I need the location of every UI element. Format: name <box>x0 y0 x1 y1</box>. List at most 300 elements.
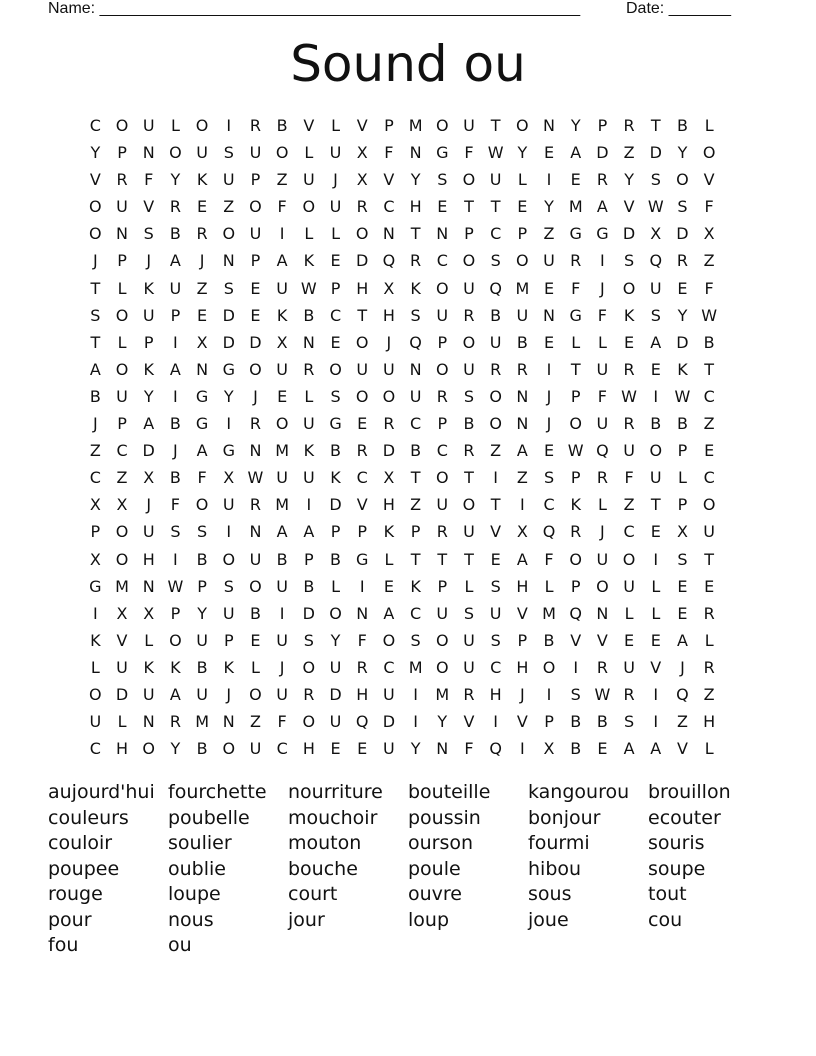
grid-letter: Z <box>410 495 422 515</box>
grid-letter: S <box>410 630 421 650</box>
grid-letter: O <box>435 657 449 677</box>
grid-letter: S <box>330 386 341 406</box>
grid-letter: U <box>196 143 208 163</box>
grid-letter: O <box>355 224 369 244</box>
grid-letter: C <box>329 305 342 325</box>
grid-letter: U <box>649 468 662 488</box>
grid-letter: U <box>436 495 449 515</box>
grid-letter: U <box>623 441 635 461</box>
grid-letter: O <box>275 414 289 434</box>
grid-letter: O <box>435 278 449 298</box>
grid-letter: E <box>490 549 501 569</box>
grid-letter: N <box>436 224 449 244</box>
grid-letter: M <box>195 712 209 732</box>
grid-letter: U <box>249 549 262 569</box>
grid-letter: U <box>116 197 128 217</box>
grid-letter: U <box>489 603 502 623</box>
grid-letter: E <box>250 278 261 298</box>
grid-letter: S <box>197 522 208 542</box>
grid-letter: H <box>516 657 529 677</box>
grid-letter: O <box>355 332 369 352</box>
grid-letter: J <box>519 684 525 704</box>
grid-letter: G <box>436 143 449 163</box>
grid-letter: O <box>222 739 236 759</box>
grid-letter: L <box>331 576 340 596</box>
grid-letter: O <box>462 251 476 271</box>
word-list-item: mouton <box>288 832 362 854</box>
grid-letter: D <box>142 441 155 461</box>
grid-letter: U <box>116 386 128 406</box>
grid-letter: X <box>276 332 288 352</box>
grid-letter: I <box>279 224 285 244</box>
grid-letter: Z <box>223 197 235 217</box>
grid-letter: E <box>677 576 688 596</box>
grid-letter: C <box>356 468 368 488</box>
word-list-item: ourson <box>408 832 474 854</box>
grid-letter: F <box>704 278 714 298</box>
grid-letter: G <box>222 441 235 461</box>
grid-letter: S <box>677 197 688 217</box>
grid-letter: L <box>678 468 687 488</box>
grid-letter: E <box>624 630 635 650</box>
grid-letter: E <box>197 305 208 325</box>
grid-letter: D <box>115 684 129 704</box>
grid-letter: I <box>493 468 499 488</box>
grid-letter: I <box>413 712 418 732</box>
grid-letter: U <box>249 143 262 163</box>
grid-letter: P <box>117 414 127 434</box>
grid-letter: P <box>570 576 581 596</box>
grid-letter: U <box>703 522 716 542</box>
grid-letter: U <box>489 170 502 190</box>
grid-letter: O <box>249 359 262 379</box>
grid-letter: U <box>276 359 289 379</box>
grid-letter: R <box>596 170 608 190</box>
grid-letter: X <box>703 224 715 244</box>
grid-letter: L <box>704 116 714 135</box>
grid-letter: W <box>487 143 504 163</box>
grid-letter: E <box>543 278 555 298</box>
grid-letter: S <box>437 170 448 190</box>
grid-letter: L <box>704 630 714 650</box>
grid-letter: G <box>222 359 235 379</box>
grid-letter: D <box>249 332 262 352</box>
grid-letter: A <box>383 603 395 623</box>
grid-letter: P <box>170 603 181 623</box>
grid-letter: O <box>489 414 502 434</box>
grid-letter: W <box>167 576 184 596</box>
grid-letter: H <box>516 576 529 596</box>
grid-letter: L <box>384 549 394 569</box>
grid-letter: I <box>546 684 552 704</box>
grid-letter: E <box>277 386 288 406</box>
grid-letter: Z <box>516 468 528 488</box>
grid-letter: U <box>249 739 262 759</box>
grid-letter: L <box>117 278 127 298</box>
grid-letter: T <box>464 197 474 217</box>
grid-letter: N <box>409 359 422 379</box>
grid-letter: I <box>519 739 525 759</box>
grid-letter: R <box>570 522 582 542</box>
grid-letter: B <box>303 576 315 596</box>
grid-letter: K <box>143 657 154 677</box>
grid-letter: R <box>463 305 475 325</box>
grid-letter: H <box>703 712 716 732</box>
grid-letter: B <box>169 468 181 488</box>
grid-letter: B <box>196 739 208 759</box>
grid-letter: E <box>704 576 715 596</box>
grid-letter: N <box>409 143 422 163</box>
grid-letter: R <box>249 116 262 135</box>
grid-letter: K <box>383 522 395 542</box>
grid-letter: B <box>570 739 582 759</box>
grid-letter: A <box>276 522 288 542</box>
grid-letter: S <box>223 576 234 596</box>
grid-letter: O <box>222 224 236 244</box>
grid-letter: V <box>516 603 528 623</box>
grid-letter: E <box>330 739 341 759</box>
grid-letter: B <box>703 332 715 352</box>
grid-letter: I <box>546 359 552 379</box>
word-list-item: ecouter <box>648 806 721 829</box>
grid-letter: A <box>650 332 662 352</box>
grid-letter: I <box>519 495 525 515</box>
grid-letter: J <box>600 278 605 298</box>
grid-letter: T <box>704 549 715 569</box>
word-list-item: poubelle <box>168 806 250 829</box>
puzzle-title: Sound ou <box>290 35 526 93</box>
grid-letter: O <box>329 603 342 623</box>
grid-letter: Z <box>703 684 715 704</box>
grid-letter: R <box>196 224 208 244</box>
grid-letter: A <box>276 251 288 271</box>
grid-letter: C <box>89 468 101 488</box>
grid-letter: J <box>279 657 285 677</box>
word-list-item: soupe <box>648 857 706 880</box>
grid-letter: T <box>410 468 421 488</box>
grid-letter: O <box>302 657 316 677</box>
grid-letter: M <box>275 495 290 515</box>
grid-letter: J <box>92 251 98 271</box>
grid-letter: C <box>383 197 395 217</box>
grid-letter: S <box>650 305 661 325</box>
grid-letter: I <box>173 332 178 352</box>
grid-letter: L <box>517 170 527 190</box>
grid-letter: V <box>490 522 502 542</box>
grid-letter: O <box>169 630 182 650</box>
grid-letter: N <box>222 251 235 271</box>
grid-letter: N <box>382 224 395 244</box>
grid-letter: M <box>408 116 423 135</box>
grid-letter: I <box>653 549 659 569</box>
grid-letter: U <box>596 414 609 434</box>
grid-letter: I <box>279 603 285 623</box>
grid-letter: Z <box>703 251 715 271</box>
grid-letter: U <box>116 657 128 677</box>
grid-letter: F <box>170 495 180 515</box>
grid-letter: B <box>676 116 688 135</box>
grid-letter: T <box>490 197 501 217</box>
grid-letter: D <box>329 684 342 704</box>
grid-letter: P <box>570 386 581 406</box>
word-list-item: sous <box>528 883 572 905</box>
grid-letter: R <box>410 251 422 271</box>
grid-letter: Z <box>490 441 502 461</box>
grid-letter: W <box>701 305 718 325</box>
grid-letter: V <box>570 630 582 650</box>
grid-letter: A <box>676 630 688 650</box>
grid-letter: B <box>303 305 315 325</box>
grid-letter: X <box>143 603 155 623</box>
grid-letter: J <box>386 332 392 352</box>
grid-letter: R <box>570 251 582 271</box>
grid-letter: R <box>596 468 608 488</box>
grid-letter: K <box>143 278 154 298</box>
grid-letter: O <box>462 170 476 190</box>
grid-letter: U <box>463 657 475 677</box>
grid-letter: L <box>597 332 607 352</box>
grid-letter: U <box>329 143 342 163</box>
grid-letter: U <box>543 251 555 271</box>
grid-letter: C <box>543 495 555 515</box>
grid-letter: Y <box>330 630 341 650</box>
grid-letter: X <box>116 603 128 623</box>
grid-letter: Z <box>703 414 715 434</box>
grid-letter: A <box>196 441 208 461</box>
grid-letter: A <box>516 549 528 569</box>
grid-letter: U <box>409 386 422 406</box>
grid-letter: G <box>195 386 209 406</box>
grid-letter: G <box>356 549 369 569</box>
word-list-item: loupe <box>168 883 221 905</box>
grid-letter: O <box>195 495 209 515</box>
grid-letter: N <box>302 332 315 352</box>
grid-letter: U <box>596 359 609 379</box>
grid-letter: G <box>329 414 342 434</box>
grid-letter: K <box>677 359 688 379</box>
grid-letter: O <box>89 224 102 244</box>
grid-letter: O <box>115 116 129 135</box>
grid-letter: H <box>116 739 129 759</box>
grid-letter: P <box>677 495 688 515</box>
grid-letter: X <box>543 739 555 759</box>
grid-letter: R <box>436 522 448 542</box>
grid-letter: O <box>249 684 262 704</box>
grid-letter: A <box>516 441 528 461</box>
grid-letter: O <box>435 359 449 379</box>
grid-letter: F <box>144 170 154 190</box>
grid-letter: T <box>490 495 501 515</box>
grid-letter: I <box>413 684 418 704</box>
grid-letter: Y <box>677 143 688 163</box>
grid-letter: W <box>247 468 264 488</box>
grid-letter: V <box>89 170 101 190</box>
grid-letter: O <box>622 278 636 298</box>
word-list-item: couloir <box>48 832 113 854</box>
grid-letter: D <box>302 603 315 623</box>
grid-letter: O <box>355 386 369 406</box>
grid-letter: M <box>568 197 583 217</box>
grid-letter: U <box>196 684 208 704</box>
grid-letter: Z <box>116 468 128 488</box>
grid-letter: L <box>144 630 154 650</box>
grid-letter: E <box>543 332 555 352</box>
grid-letter: Z <box>196 278 208 298</box>
grid-letter: U <box>356 359 369 379</box>
grid-letter: V <box>356 495 368 515</box>
grid-letter: T <box>357 305 368 325</box>
grid-letter: T <box>90 332 101 352</box>
grid-letter: E <box>197 197 208 217</box>
word-list-item: brouillon <box>648 781 731 803</box>
grid-letter: F <box>277 197 287 217</box>
grid-letter: Y <box>677 305 688 325</box>
grid-letter: I <box>573 657 579 677</box>
grid-letter: V <box>703 170 715 190</box>
grid-letter: U <box>222 603 235 623</box>
grid-letter: R <box>516 359 528 379</box>
grid-letter: M <box>408 657 423 677</box>
grid-letter: Y <box>570 116 581 135</box>
grid-letter: H <box>142 549 155 569</box>
grid-letter: N <box>249 441 262 461</box>
grid-letter: Q <box>676 684 689 704</box>
grid-letter: R <box>303 684 315 704</box>
grid-letter: F <box>597 305 607 325</box>
grid-letter: F <box>624 468 634 488</box>
grid-letter: K <box>143 359 154 379</box>
grid-letter: O <box>676 170 689 190</box>
grid-letter: D <box>676 332 689 352</box>
word-list-item: oublie <box>168 857 226 880</box>
grid-letter: L <box>117 332 127 352</box>
grid-letter: Y <box>437 712 448 732</box>
grid-letter: J <box>546 386 552 406</box>
grid-letter: O <box>569 549 583 569</box>
grid-letter: L <box>170 116 180 135</box>
grid-letter: P <box>304 549 314 569</box>
word-list-item: nourriture <box>288 781 383 803</box>
word-list-item: ouvre <box>408 883 462 905</box>
grid-letter: B <box>330 549 342 569</box>
grid-letter: Z <box>623 495 635 515</box>
grid-letter: A <box>570 143 582 163</box>
grid-letter: B <box>570 712 582 732</box>
grid-letter: L <box>651 576 661 596</box>
grid-letter: B <box>490 305 502 325</box>
grid-letter: D <box>596 143 609 163</box>
grid-letter: F <box>384 143 394 163</box>
grid-letter: P <box>437 576 448 596</box>
grid-letter: P <box>170 305 181 325</box>
grid-letter: S <box>143 224 154 244</box>
grid-letter: Y <box>170 739 181 759</box>
grid-letter: E <box>624 332 635 352</box>
grid-letter: O <box>249 197 262 217</box>
grid-letter: N <box>222 712 235 732</box>
grid-letter: F <box>597 386 607 406</box>
grid-letter: S <box>624 251 635 271</box>
grid-letter: M <box>542 603 556 623</box>
grid-letter: O <box>115 359 129 379</box>
grid-letter: W <box>567 441 584 461</box>
grid-letter: U <box>329 657 342 677</box>
grid-letter: Q <box>382 251 396 271</box>
grid-letter: U <box>222 170 235 190</box>
grid-letter: U <box>436 305 449 325</box>
grid-letter: P <box>117 251 127 271</box>
grid-letter: C <box>410 414 422 434</box>
grid-letter: K <box>276 305 288 325</box>
word-list-item: soulier <box>168 832 232 854</box>
grid-letter: L <box>651 603 661 623</box>
grid-letter: F <box>357 630 367 650</box>
grid-letter: U <box>463 278 475 298</box>
grid-letter: U <box>302 468 315 488</box>
grid-letter: W <box>674 386 691 406</box>
grid-letter: N <box>116 224 129 244</box>
grid-letter: B <box>89 386 101 406</box>
grid-letter: R <box>676 251 689 271</box>
grid-letter: P <box>384 116 394 135</box>
grid-letter: O <box>516 251 529 271</box>
grid-letter: L <box>304 224 314 244</box>
grid-letter: S <box>490 251 501 271</box>
grid-letter: R <box>356 657 368 677</box>
grid-letter: V <box>116 630 128 650</box>
grid-letter: B <box>330 441 342 461</box>
grid-letter: R <box>249 414 262 434</box>
grid-letter: Q <box>649 251 663 271</box>
grid-letter: F <box>464 143 474 163</box>
grid-letter: J <box>226 684 232 704</box>
grid-letter: L <box>304 143 314 163</box>
grid-letter: T <box>704 359 715 379</box>
grid-letter: E <box>357 414 368 434</box>
grid-letter: O <box>169 143 182 163</box>
grid-letter: E <box>437 197 448 217</box>
grid-letter: U <box>276 630 289 650</box>
word-list-item: bonjour <box>528 806 601 829</box>
grid-letter: X <box>89 495 101 515</box>
grid-letter: Q <box>355 712 369 732</box>
grid-letter: A <box>303 522 315 542</box>
grid-letter: U <box>142 305 155 325</box>
grid-letter: O <box>435 116 449 135</box>
grid-letter: O <box>115 522 129 542</box>
grid-letter: A <box>143 414 155 434</box>
grid-letter: R <box>356 441 368 461</box>
grid-letter: N <box>142 712 155 732</box>
grid-letter: S <box>463 603 475 623</box>
grid-letter: E <box>543 441 555 461</box>
grid-letter: R <box>169 197 181 217</box>
grid-letter: U <box>302 170 315 190</box>
grid-letter: P <box>197 576 207 596</box>
grid-letter: F <box>464 739 474 759</box>
grid-letter: A <box>596 197 608 217</box>
grid-letter: G <box>569 305 582 325</box>
grid-letter: O <box>222 549 236 569</box>
grid-letter: U <box>196 630 208 650</box>
grid-letter: Z <box>676 712 688 732</box>
grid-letter: S <box>410 305 421 325</box>
word-list-item: hibou <box>528 857 582 880</box>
grid-letter: L <box>251 657 260 677</box>
grid-letter: X <box>383 468 395 488</box>
grid-letter: Y <box>624 170 634 190</box>
grid-letter: B <box>196 549 208 569</box>
